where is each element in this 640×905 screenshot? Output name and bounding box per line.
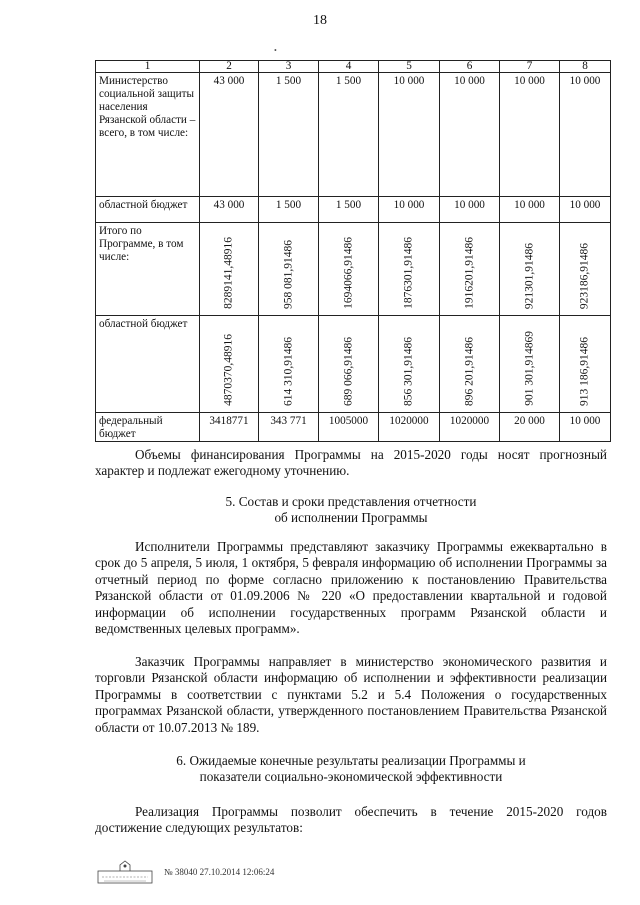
row-label: областной бюджет [96,316,200,413]
table-cell [560,223,611,316]
table-cell [500,223,560,316]
financing-table [95,60,611,442]
cell-value: 4870370,48916 [222,334,235,406]
table-cell: 343 771 [259,413,319,442]
table-cell: 3418771 [200,413,259,442]
cell-value: 1694066,91486 [341,237,354,309]
cell-value: 913 186,91486 [578,337,591,406]
section-5-heading-line1: 5. Состав и сроки представления отчетности [225,494,477,509]
table-cell: 10 000 [440,197,500,223]
table-row [96,73,611,197]
section-5-heading-line2: об исполнении Программы [274,510,428,525]
table-cell: 1020000 [440,413,500,442]
cell-value: 614 310,91486 [281,337,294,406]
table-cell [560,316,611,413]
row-label: Итого по Программе, в том числе: [96,223,200,316]
table-cell [259,223,319,316]
footer [96,857,274,887]
cell-value: 923186,91486 [578,242,591,309]
paragraph-reporting: Исполнители Программы представляют заказчику Программы ежеквартально в срок до 5 апреля, 5 июля, 1 октября, 5 февраля информацию об исполнении Программы за отчетный период по форме согласно приложению к постановлению Правительства Рязанской области от 01.09.2006 № 220 «О предоставлении квартальной и годовой информации об исполнении государственных программ Рязанской области и ведомственных целевых программ». [95,539,607,637]
table-cell [319,223,379,316]
section-6-heading-line2: показатели социально-экономической эффективности [199,769,503,784]
table-cell [319,316,379,413]
row-label: областной бюджет [96,197,200,223]
table-cell: 1 500 [259,197,319,223]
table-cell [440,316,500,413]
cell-value: 958 081,91486 [281,240,294,309]
column-number: 2 [200,61,259,73]
cell-value: 896 201,91486 [462,337,475,406]
table-cell [440,223,500,316]
page-number: 18 [313,13,327,28]
table-cell: 10 000 [500,197,560,223]
table-cell: 10 000 [440,73,500,197]
column-number: 8 [560,61,611,73]
table-cell [259,316,319,413]
stamp-icon [96,857,154,887]
cell-value: 689 066,91486 [341,337,354,406]
table-cell: 43 000 [200,73,259,197]
table-row [96,197,611,223]
table-cell: 10 000 [379,73,440,197]
column-number: 7 [500,61,560,73]
table-row [96,413,611,442]
column-number: 4 [319,61,379,73]
table-cell [200,316,259,413]
cell-value: 1876301,91486 [402,237,415,309]
table-row [96,316,611,413]
cell-value: 921301,91486 [522,242,535,309]
table-cell: 1 500 [319,197,379,223]
table-cell [200,223,259,316]
column-number: 3 [259,61,319,73]
document-code: № 38040 27.10.2014 12:06:24 [164,867,275,877]
row-label: Министерство социальной защиты населения Рязанской области – всего, в том числе: [96,73,200,197]
table-cell [500,316,560,413]
table-header-row [96,61,611,73]
table-cell: 1020000 [379,413,440,442]
table-cell: 10 000 [500,73,560,197]
table-cell [379,223,440,316]
row-label: федеральный бюджет [96,413,200,442]
table-cell: 10 000 [379,197,440,223]
table-cell: 1 500 [259,73,319,197]
table-cell [379,316,440,413]
column-number: 6 [440,61,500,73]
column-number: 5 [379,61,440,73]
table-row [96,223,611,316]
table-cell: 10 000 [560,73,611,197]
table-cell: 10 000 [560,197,611,223]
paragraph-financing-note: Объемы финансирования Программы на 2015-2020 годы носят прогнозный характер и подлежат ежегодному уточнению. [95,447,607,479]
table-cell: 20 000 [500,413,560,442]
table-cell: 43 000 [200,197,259,223]
scan-mark: • [274,46,277,55]
table-cell: 10 000 [560,413,611,442]
cell-value: 856 301,91486 [402,337,415,406]
section-6-heading-line1: 6. Ожидаемые конечные результаты реализации Программы и [176,753,526,768]
cell-value: 901 301,914869 [522,331,535,406]
cell-value: 8289141,48916 [222,237,235,309]
cell-value: 1916201,91486 [462,237,475,309]
paragraph-results: Реализация Программы позволит обеспечить в течение 2015-2020 годов достижение следующих результатов: [95,804,607,836]
paragraph-customer: Заказчик Программы направляет в министерство экономического развития и торговли Рязанской области информацию об исполнении и эффективности реализации Программы в соответствии с пунктами 5.2 и 5.4 Положения о государственных программах Рязанской области, утвержденного постановлением Правительства Рязанской области от 10.07.2013 № 189. [95,654,607,735]
table-cell: 1005000 [319,413,379,442]
column-number: 1 [96,61,200,73]
table-cell: 1 500 [319,73,379,197]
